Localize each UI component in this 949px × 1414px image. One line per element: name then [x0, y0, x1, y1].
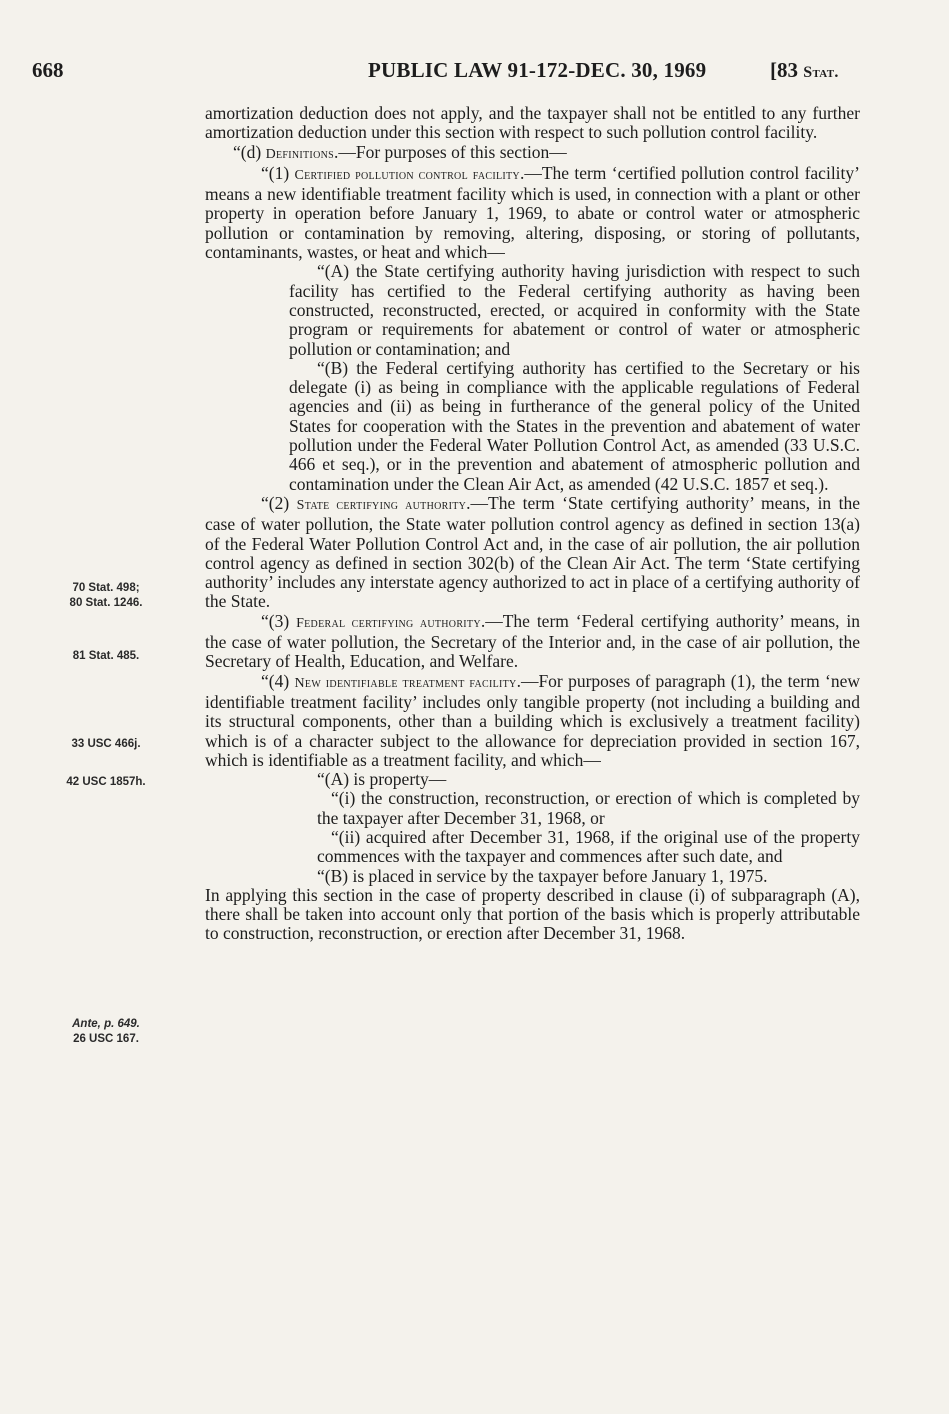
paragraph-text: .—The term ‘Federal certifying authority’ means, in the case of water pollution, the Secretary of the Interior and, in the case of air pollution, the Secretary of Health, Education, and Welfare. — [205, 610, 860, 672]
paragraph-mark: “(3) — [261, 610, 297, 631]
paragraph-mark: “(4) — [261, 670, 295, 691]
running-title: PUBLIC LAW 91-172-DEC. 30, 1969 — [368, 58, 707, 82]
page-header — [0, 58, 949, 88]
paragraph-heading: New identifiable treatment facility — [294, 675, 517, 691]
paragraph-text: .—The term ‘State certifying authority’ means, in the case of water pollution, the State water pollution control agency as defined in section 13(a) of the Federal Water Pollution Control Act and, in the case of air pollution, the air pollution control agency as defined in section 302(b) of the Clean Air Act. The term ‘State certifying authority’ includes any interstate agency authorized to act in place of a certifying authority of the State. — [205, 492, 860, 612]
paragraph-continuation: amortization deduction does not apply, and the taxpayer shall not be entitled to any further amortization deduction under this section with respect to such pollution control facility. — [205, 103, 860, 143]
statute-reference — [770, 58, 839, 83]
closing-paragraph: In applying this section in the case of property described in clause (i) of subparagraph (A), there shall be taken into account only that portion of the basis which is properly attributable to construction, reconstruction, or erection after December 31, 1968. — [205, 884, 860, 944]
margin-note: 26 USC 167. — [73, 1033, 139, 1045]
margin-note: 80 Stat. 1246. — [69, 597, 143, 609]
paragraph-mark: “(2) — [261, 492, 297, 513]
statute-reference-word: Stat. — [803, 64, 839, 81]
paragraph-heading: Certified pollution control facility — [294, 167, 520, 183]
subparagraph-1-A: “(A) the State certifying authority having jurisdiction with respect to such facility has certified to the Federal certifying authority as having been constructed, reconstructed, erected, or acquired in conformity with the State program or requirements for abatement or control of water or atmospheric pollution or contamination; and — [289, 261, 860, 359]
statute-body — [205, 104, 860, 944]
paragraph-heading: State certifying authority — [296, 497, 467, 513]
margin-note: Ante, p. 649. — [72, 1018, 140, 1030]
page-number: 668 — [32, 58, 64, 82]
paragraph-2 — [205, 494, 860, 612]
paragraph-text: .—For purposes of paragraph (1), the term ‘new identifiable treatment facility’ includes only tangible property (not including a building and its structural components, other than a building which is exclusively a treatment facility) which is of a character subject to the allowance for depreciation provided in section 167, which is identifiable as a treatment facility, and which— — [205, 670, 860, 770]
margin-note: 42 USC 1857h. — [66, 776, 146, 788]
margin-note: 81 Stat. 485. — [72, 650, 140, 662]
subsection-text: .—For purposes of this section— — [333, 141, 567, 162]
clause-4-A-i: “(i) the construction, reconstruction, or erection of which is completed by the taxpayer after December 31, 1968, or — [317, 788, 860, 828]
subsection-heading: Definitions — [265, 146, 334, 162]
subparagraph-4-B: “(B) is placed in service by the taxpayer before January 1, 1975. — [317, 865, 768, 886]
clause-4-A-ii: “(ii) acquired after December 31, 1968, if the original use of the property commences with the taxpayer and commences after such date, and — [317, 826, 860, 867]
margin-note: 70 Stat. 498; — [72, 582, 140, 594]
paragraph-1 — [205, 164, 860, 262]
subparagraph-4-A: “(A) is property— — [317, 769, 447, 790]
paragraph-mark: “(1) — [261, 162, 295, 183]
paragraph-heading: Federal certifying authority — [296, 615, 481, 631]
paragraph-text: .—The term ‘certified pollution control facility’ means a new identifiable treatment facility which is used, in connection with a plant or other property in operation before January 1, 1969, to abate or control water or atmospheric pollution or contamination by removing, altering, disposing, or storing of pollutants, contaminants, wastes, or heat and which— — [205, 162, 860, 263]
subparagraph-1-B: “(B) the Federal certifying authority has certified to the Secretary or his delegate (i) as being in compliance with the applicable regulations of Federal agencies and (ii) as being in furtherance of the general policy of the United States for cooperation with the States in the prevention and abatement of water pollution under the Federal Water Pollution Control Act, as amended (33 U.S.C. 466 et seq.), or in the prevention and abatement of atmospheric pollution and contamination under the Clean Air Act, as amended (42 U.S.C. 1857 et seq.). — [289, 357, 860, 494]
paragraph-3 — [205, 612, 860, 672]
paragraph-4 — [205, 672, 860, 770]
margin-note: 33 USC 466j. — [71, 738, 141, 750]
statute-reference-prefix: [83 — [770, 58, 804, 82]
definitions-subsection — [205, 143, 860, 164]
subsection-mark: “(d) — [233, 141, 266, 162]
